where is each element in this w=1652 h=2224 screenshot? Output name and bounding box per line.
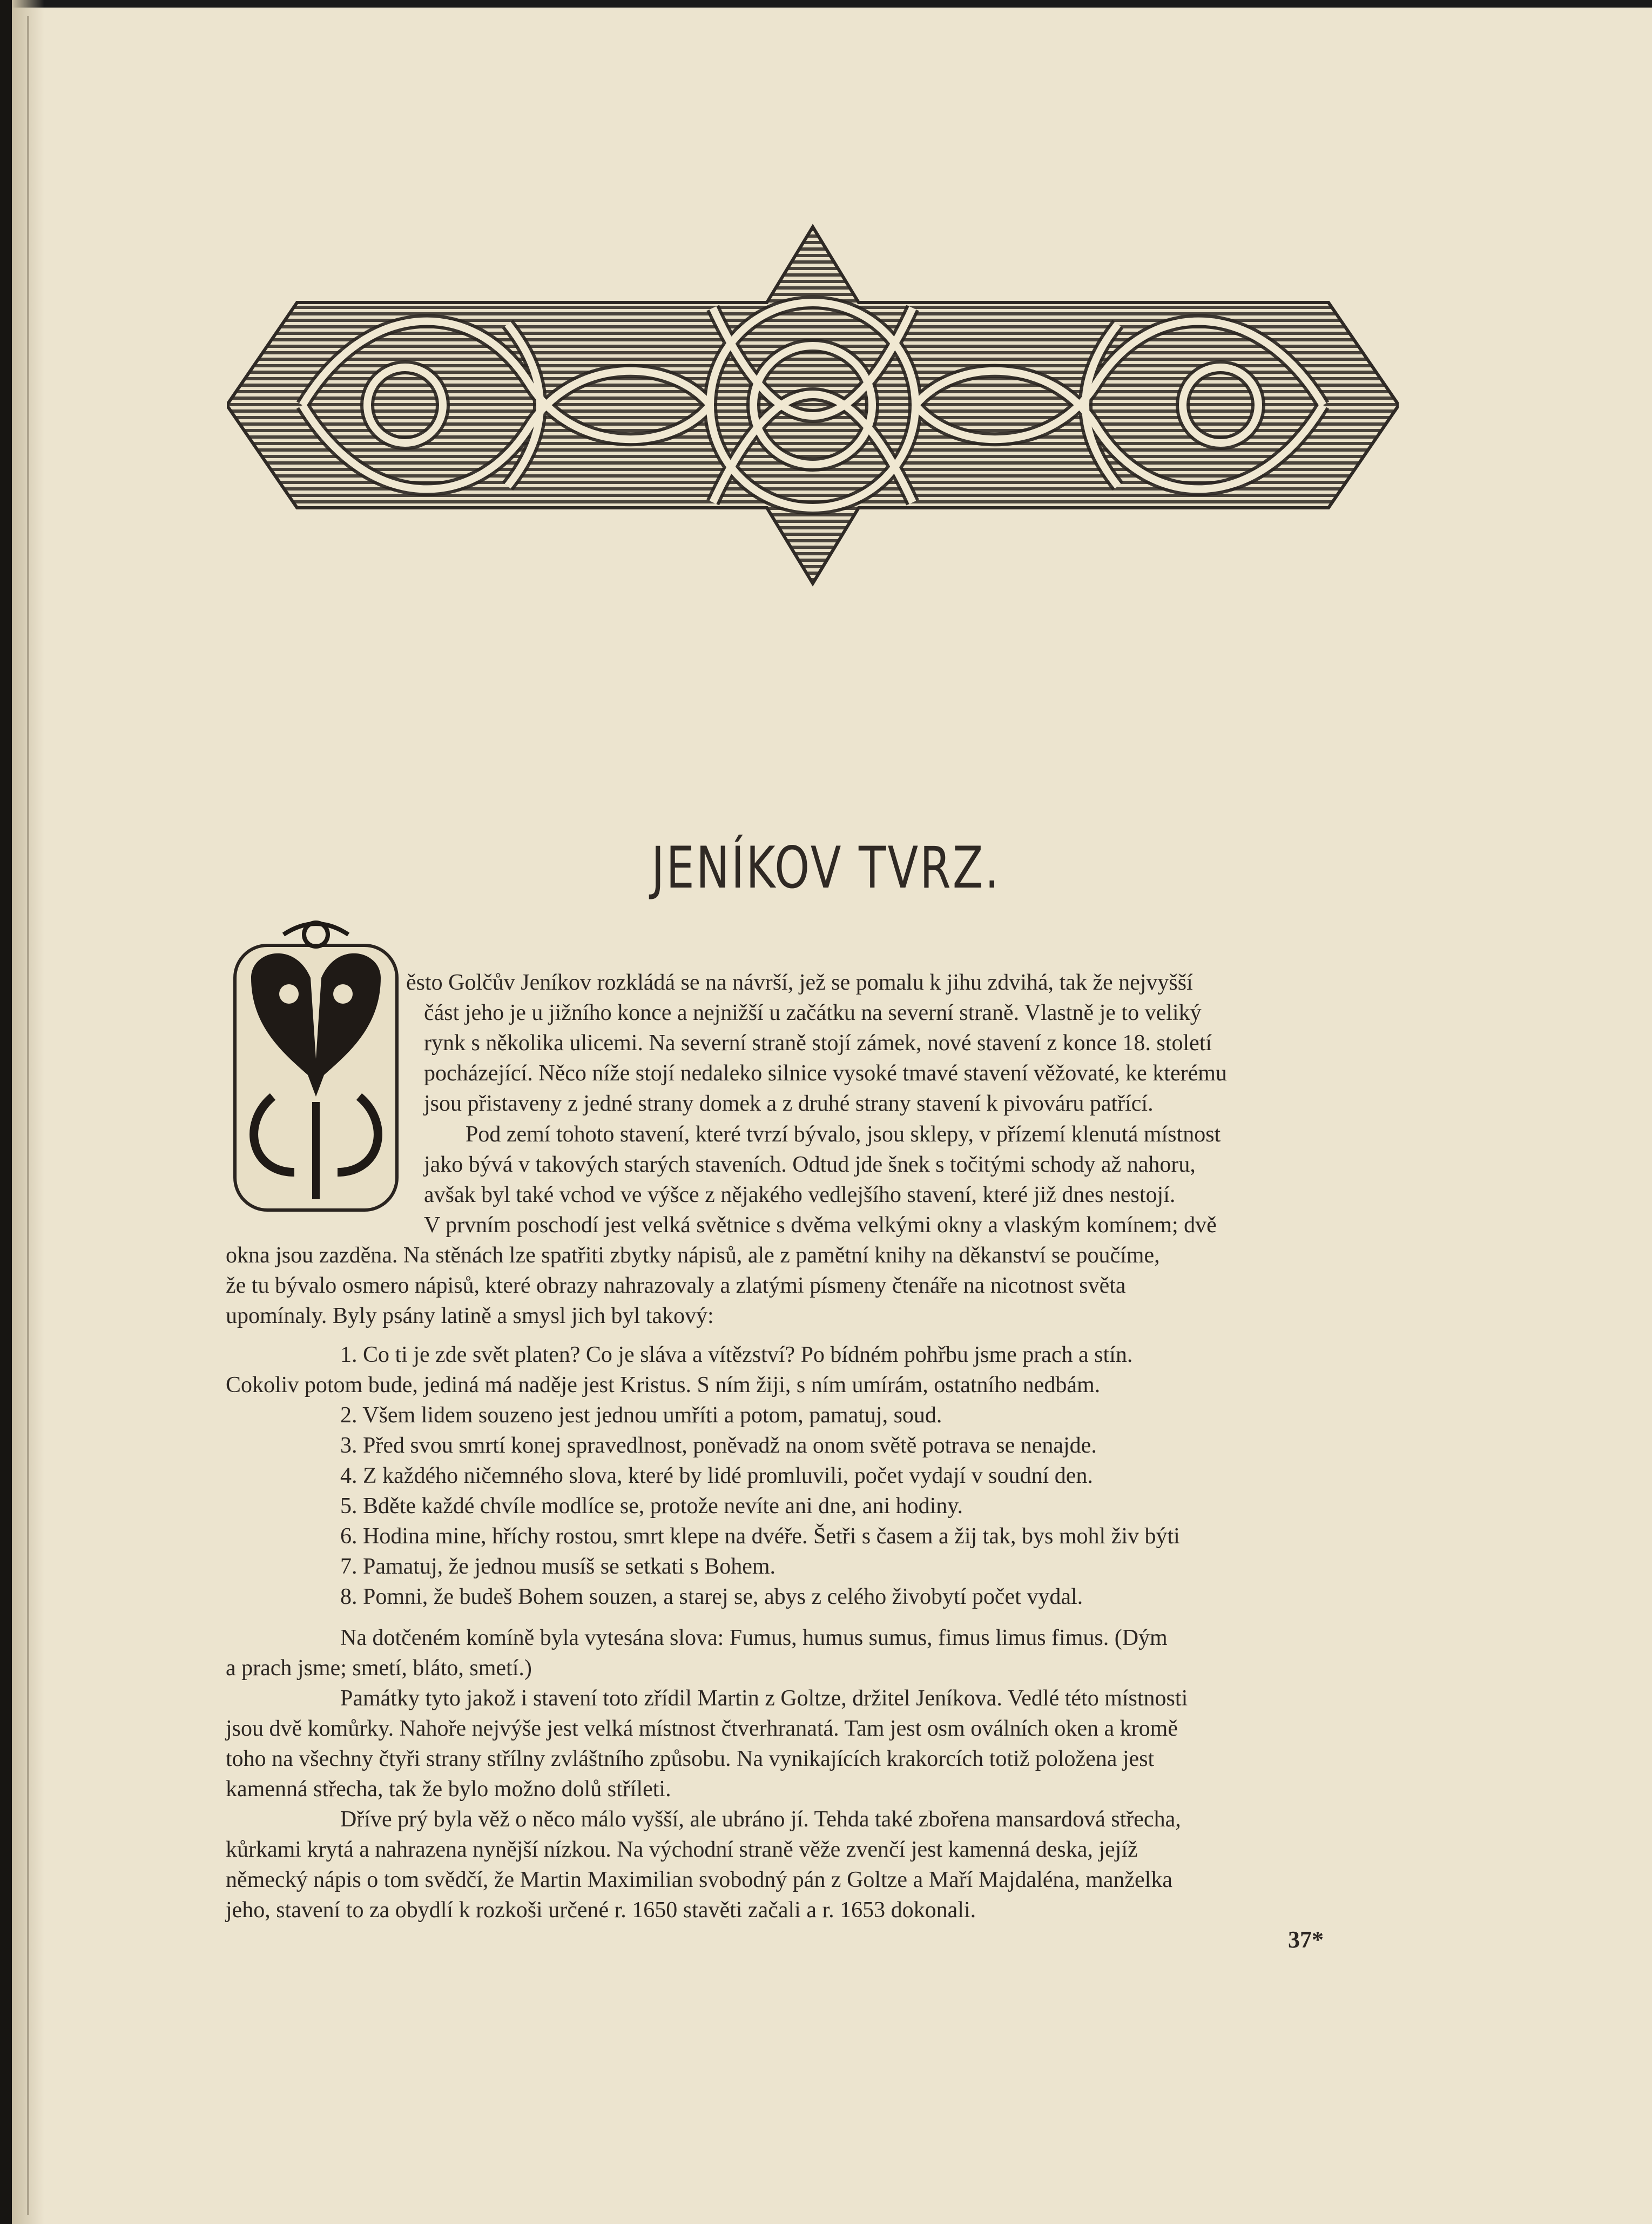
text-line: německý nápis o tom svědčí, že Martin Maximilian svobodný pán z Goltze a Maří Majdaléna, manželka (226, 1867, 1172, 1892)
decorative-initial-m (230, 918, 402, 1226)
text-line: jsou dvě komůrky. Nahoře nejvýše jest velká místnost čtverhranatá. Tam jest osm oválních oken a kromě (226, 1716, 1178, 1741)
text-line: jako bývá v takových starých staveních. Odtud jde šnek s točitými schody až nahoru, (424, 1152, 1196, 1177)
text-line: Památky tyto jakož i stavení toto zřídil Martin z Goltze, držitel Jeníkova. Vedlé této místnosti (340, 1686, 1188, 1711)
text-line: ěsto Golčův Jeníkov rozkládá se na návrší, jež se pomalu k jihu zdvihá, tak že nejvyšší (406, 970, 1193, 995)
list-item: 6. Hodina mine, hříchy rostou, smrt klepe na dvéře. Šetři s časem a žij tak, bys mohl živ býti (340, 1524, 1180, 1549)
text-line: Pod zemí tohoto stavení, které tvrzí bývalo, jsou sklepy, v přízemí klenutá místnost (466, 1122, 1221, 1147)
text-line: rynk s několika ulicemi. Na severní straně stojí zámek, nové stavení z konce 18. století (424, 1031, 1212, 1056)
page-number: 37* (1288, 1926, 1324, 1953)
text-line: okna jsou zazděna. Na stěnách lze spatřiti zbytky nápisů, ale z pamětní knihy na děkanství se poučíme, (226, 1243, 1160, 1268)
list-item: 1. Co ti je zde svět platen? Co je sláva a vítězství? Po bídném pohřbu jsme prach a stín. (340, 1342, 1133, 1367)
page-title: JENÍKOV TVRZ. (651, 835, 1001, 901)
text-line: kůrkami krytá a nahrazena nynější nízkou. Na východní straně věže zvenčí jest kamenná deska, jejíž (226, 1837, 1138, 1862)
list-item: 8. Pomni, že budeš Bohem souzen, a starej se, abys z celého živobytí počet vydal. (340, 1584, 1083, 1609)
list-item: Cokoliv potom bude, jediná má naděje jest Kristus. S ním žiji, s ním umírám, ostatního nedbám. (226, 1373, 1101, 1397)
list-item: 7. Pamatuj, že jednou musíš se setkati s Bohem. (340, 1554, 776, 1579)
text-line: Na dotčeném komíně byla vytesána slova: Fumus, humus sumus, fimus limus fimus. (Dým (340, 1625, 1168, 1650)
text-line: jeho, stavení to za obydlí k rozkoši určené r. 1650 stavěti začali a r. 1653 dokonali. (226, 1898, 976, 1923)
text-line: že tu bývalo osmero nápisů, které obrazy nahrazovaly a zlatými písmeny čtenáře na nicotnost světa (226, 1273, 1126, 1298)
scan-edge-top (0, 0, 1652, 8)
scan-edge-left (0, 0, 12, 2224)
text-line: V prvním poschodí jest velká světnice s dvěma velkými okny a vlaským komínem; dvě (424, 1213, 1217, 1238)
list-item: 4. Z každého ničemného slova, které by lidé promluvili, počet vydají v soudní den. (340, 1463, 1093, 1488)
text-line: a prach jsme; smetí, bláto, smetí.) (226, 1656, 532, 1681)
text-line: Dříve prý byla věž o něco málo vyšší, ale ubráno jí. Tehda také zbořena mansardová střecha, (340, 1807, 1181, 1832)
list-item: 2. Všem lidem souzeno jest jednou umříti a potom, pamatuj, soud. (340, 1403, 942, 1428)
ornamental-headpiece (227, 221, 1399, 589)
text-line: avšak byl také vchod ve výšce z nějakého vedlejšího stavení, které již dnes nestojí. (424, 1182, 1176, 1207)
text-line: kamenná střecha, tak že bylo možno dolů stříleti. (226, 1777, 671, 1802)
text-line: pocházející. Něco níže stojí nedaleko silnice vysoké tmavé stavení věžovaté, ke kterému (424, 1061, 1227, 1086)
text-line: část jeho je u jižního konce a nejnižší u začátku na severní straně. Vlastně je to veliký (424, 1000, 1202, 1025)
text-line: upomínaly. Byly psány latině a smysl jich byl takový: (226, 1304, 714, 1328)
list-item: 5. Bděte každé chvíle modlíce se, protože nevíte ani dne, ani hodiny. (340, 1494, 963, 1518)
gutter-line (27, 16, 29, 2215)
list-item: 3. Před svou smrtí konej spravedlnost, poněvadž na onom světě potrava se nenajde. (340, 1433, 1097, 1458)
text-line: jsou přistaveny z jedné strany domek a z druhé strany stavení k pivováru patřící. (424, 1091, 1154, 1116)
text-line: toho na všechny čtyři strany střílny zvláštního způsobu. Na vynikajících krakorcích totiž položena jest (226, 1746, 1155, 1771)
